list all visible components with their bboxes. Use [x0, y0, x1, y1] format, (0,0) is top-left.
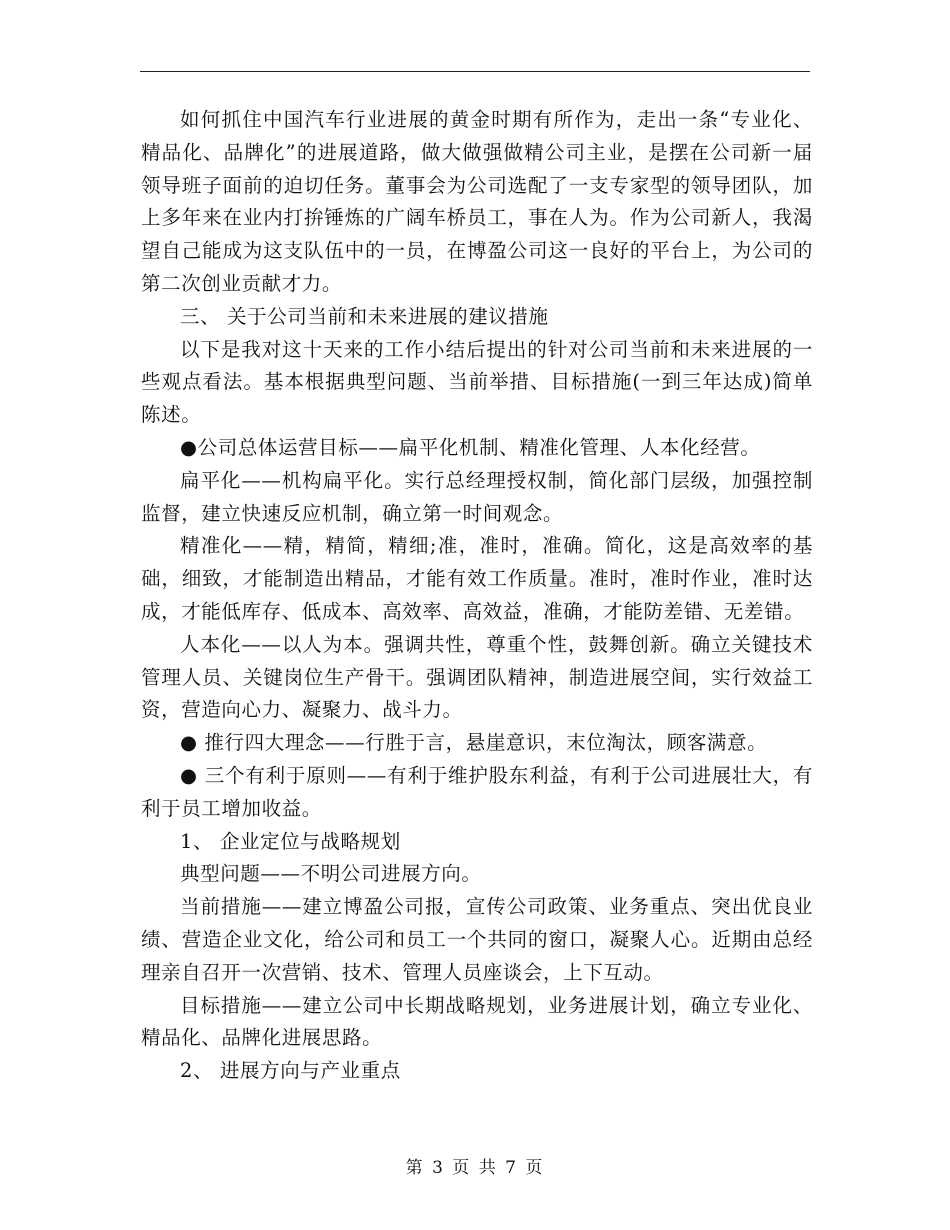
- document-body: [141, 104, 813, 1088]
- page-footer: 第 3 页 共 7 页: [405, 1158, 545, 1178]
- paragraph-current-measures: 当前措施——建立博盈公司报，宣传公司政策、业务重点、突出优良业绩、营造企业文化，给公司和员工一个共同的窗口，凝聚人心。近期由总经理亲自召开一次营销、技术、管理人员座谈会，上下互动。: [141, 895, 813, 984]
- bullet-three-principles: ● 三个有利于原则——有利于维护股东利益，有利于公司进展壮大，有利于员工增加收益。: [141, 763, 813, 820]
- subheading-2: 2、 进展方向与产业重点: [180, 1059, 401, 1083]
- subheading-1: 1、 企业定位与战略规划: [180, 829, 401, 853]
- paragraph-1: 如何抓住中国汽车行业进展的黄金时期有所作为，走出一条“专业化、精品化、品牌化”的进展道路，做大做强做精公司主业，是摆在公司新一届领导班子面前的迫切任务。董事会为公司选配了一支专家型的领导团队，加上多年来在业内打拚锤炼的广阔车桥员工，事在人为。作为公司新人，我渴望自己能成为这支队伍中的一员，在博盈公司这一良好的平台上，为公司的第二次创业贡献才力。: [141, 108, 813, 295]
- paragraph-intro: 以下是我对这十天来的工作小结后提出的针对公司当前和未来进展的一些观点看法。基本根据典型问题、当前举措、目标措施(一到三年达成)简单陈述。: [141, 337, 813, 427]
- paragraph-flat: 扁平化——机构扁平化。实行总经理授权制，简化部门层级，加强控制监督，建立快速反应机制，确立第一时间观念。: [141, 468, 813, 525]
- section-heading-3: 三、 关于公司当前和未来进展的建议措施: [180, 304, 549, 328]
- paragraph-target-measures: 目标措施——建立公司中长期战略规划，业务进展计划，确立专业化、精品化、品牌化进展思路。: [141, 993, 813, 1050]
- header-rule: [140, 71, 810, 72]
- paragraph-people: 人本化——以人为本。强调共性，尊重个性，鼓舞创新。确立关键技术管理人员、关键岗位生产骨干。强调团队精神，制造进展空间，实行效益工资，营造向心力、凝聚力、战斗力。: [141, 632, 813, 722]
- paragraph-typical-problem: 典型问题——不明公司进展方向。: [180, 862, 482, 886]
- paragraph-precision: 精准化——精，精简，精细;准，准时，准确。简化，这是高效率的基础，细致，才能制造出精品，才能有效工作质量。准时，准时作业，准时达成，才能低库存、低成本、高效率、高效益，准确，才能防差错、无差错。: [141, 534, 813, 623]
- bullet-overall-goal: ●公司总体运营目标——扁平化机制、精准化管理、人本化经营。: [180, 435, 761, 459]
- bullet-four-concepts: ● 推行四大理念——行胜于言，悬崖意识，末位淘汰，顾客满意。: [180, 731, 768, 755]
